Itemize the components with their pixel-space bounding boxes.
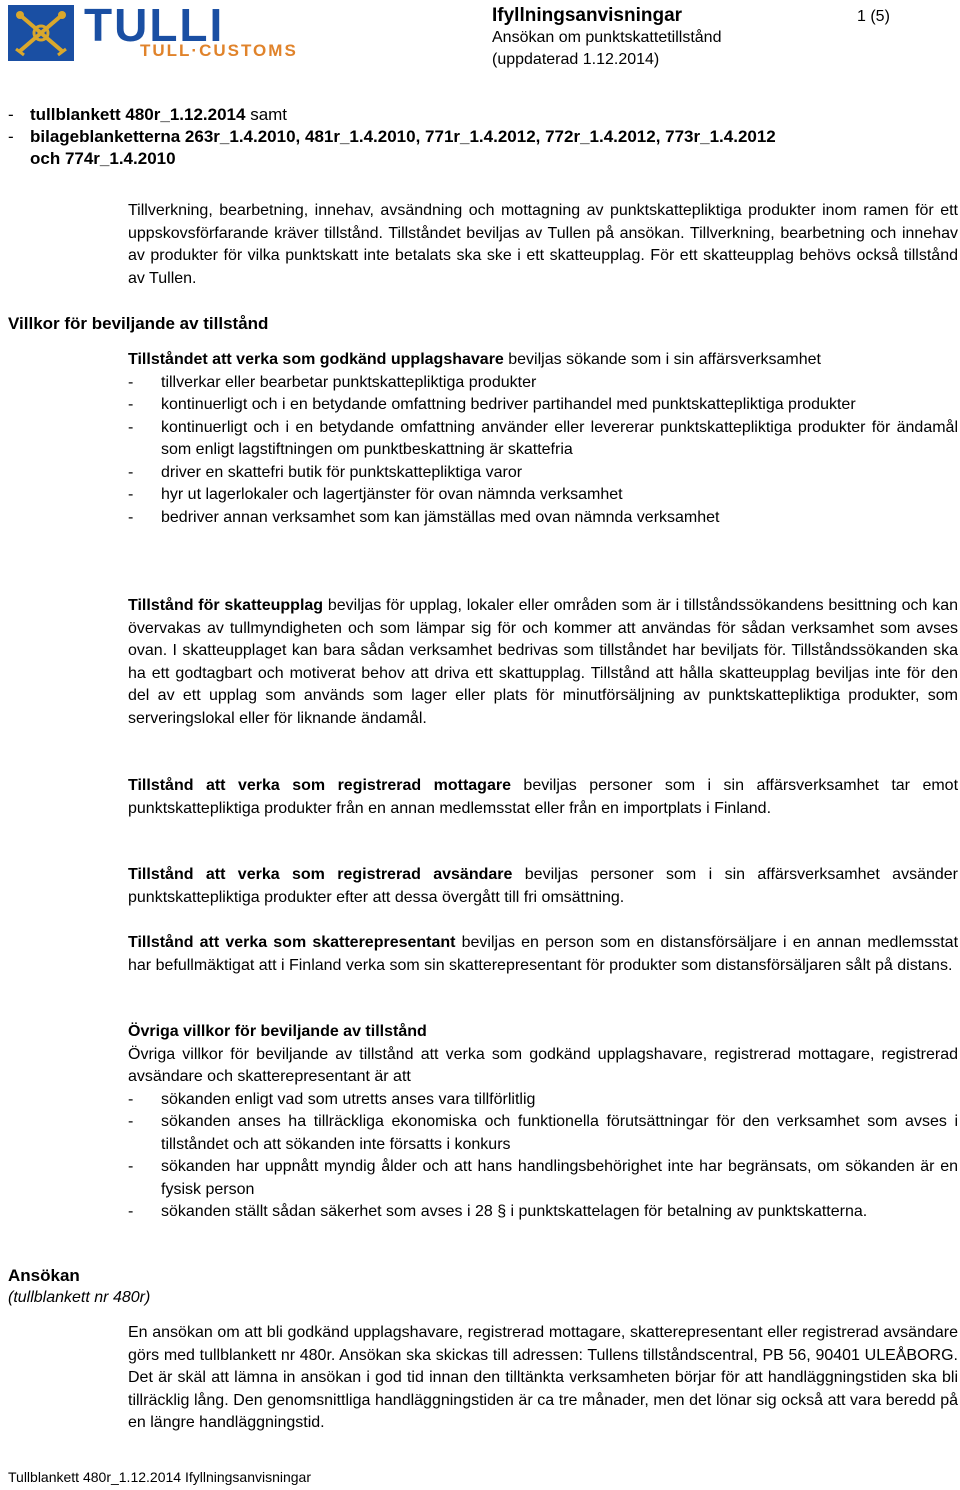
paragraph-registrerad-mottagare [128, 775, 958, 820]
page-footer: Tullblankett 480r_1.12.2014 Ifyllningsanvisningar [8, 1469, 312, 1485]
paragraph-lead: Tillstånd för skatteupplag [128, 597, 324, 614]
section-heading: Ansökan [8, 1266, 80, 1285]
list-text: tillverkar eller bearbetar punktskattepliktiga produkter [161, 373, 537, 391]
list-item: - sökanden anses ha tillräckliga ekonomiska och funktionella förutsättningar för den verksamhet som avses i tillståndet och att sökanden inte försatts i konkurs [128, 1111, 958, 1156]
form-ref-continued: och 774r_1.4.2010 [30, 149, 176, 168]
paragraph-ovriga-villkor [128, 1021, 958, 1224]
paragraph-text: Övriga villkor för beviljande av tillstånd att verka som godkänd upplagshavare, registrerad mottagare, registrerad avsändare och skatterepresentant är att [128, 1045, 958, 1085]
list-item: - bedriver annan verksamhet som kan jämställas med ovan nämnda verksamhet [128, 507, 958, 530]
list-item: - sökanden enligt vad som utretts anses vara tillförlitlig [128, 1089, 958, 1112]
list-item: - hyr ut lagerlokaler och lagertjänster för ovan nämnda verksamhet [128, 484, 958, 507]
list-text: sökanden enligt vad som utretts anses vara tillförlitlig [161, 1090, 536, 1108]
condition-list [128, 1089, 958, 1224]
list-text: kontinuerligt och i en betydande omfattning bedriver partihandel med punktskattepliktiga produkter [161, 396, 856, 413]
list-text: kontinuerligt och i en betydande omfattning använder eller levererar punktskattepliktiga produkter för ändamål som enligt lagstiftningen om punktbeskattning är skattefria [161, 418, 958, 458]
tulli-logo [8, 0, 308, 63]
crest-icon [8, 5, 74, 61]
paragraph-text: beviljas sökande som i sin affärsverksamhet [503, 351, 821, 368]
document-title: Ifyllningsanvisningar [492, 5, 683, 26]
list-item: - driver en skattefri butik för punktskattepliktiga varor [128, 462, 958, 485]
paragraph-lead: Tillstånd att verka som registrerad avsändare [128, 866, 513, 883]
list-text: hyr ut lagerlokaler och lagertjänster för ovan nämnda verksamhet [161, 486, 623, 503]
list-item: - sökanden har uppnått myndig ålder och att hans handlingsbehörighet inte har begränsats, om sökanden är en fysisk person [128, 1156, 958, 1201]
list-item [8, 126, 948, 148]
document-subtitle: Ansökan om punktskattetillstånd [492, 29, 722, 46]
paragraph-ansokan: En ansökan om att bli godkänd upplagshavare, registrerad mottagare, skatterepresentant eller registrerad avsändare görs med tullblankett nr 480r. Ansökan ska skickas till adressen: Tullens tillståndscentral, PB 56, 90401 ULEÅBORG. Det är skäl att lämna in ansökan i god tid innan den tilltänkta verksamheten börjar för att handläggningstiden ska bli tillräcklig lång. Den genomsnittliga handläggningstiden är ca tre månader, men det lönar sig också att vara beredd på en längre handläggningstid. [128, 1324, 958, 1431]
list-item: - tillverkar eller bearbetar punktskattepliktiga produkter [128, 372, 958, 395]
page-number: 1 (5) [857, 8, 890, 25]
logo-main-text: TULLI [84, 0, 225, 51]
section-heading: Villkor för beviljande av tillstånd [8, 314, 269, 333]
paragraph-registrerad-avsandare [128, 864, 958, 909]
logo-sub-text: TULL·CUSTOMS [140, 41, 298, 60]
paragraph-text: beviljas personer som i sin affärsverksamhet tar emot punktskattepliktiga produkter från en annan medlemsstat eller från en importplats i Finland. [128, 777, 959, 817]
list-item: - kontinuerligt och i en betydande omfattning bedriver partihandel med punktskattepliktiga produkter [128, 394, 958, 417]
list-text: sökanden anses ha tillräckliga ekonomiska och funktionella förutsättningar för den verksamhet som avses i tillståndet och att sökanden inte försatts i konkurs [161, 1113, 958, 1153]
list-item: - kontinuerligt och i en betydande omfattning använder eller levererar punktskattepliktiga produkter för ändamål som enligt lagstiftningen om punktbeskattning är skattefria [128, 417, 958, 462]
paragraph-skatterepresentant [128, 932, 958, 977]
list-item: - sökanden ställt sådan säkerhet som avses i 28 § i punktskattelagen för betalning av punktskatterna. [128, 1201, 958, 1224]
subsection-heading: Övriga villkor för beviljande av tillstånd [128, 1023, 427, 1040]
paragraph-lead: Tillstånd att verka som skatterepresentant [128, 934, 456, 951]
condition-list [128, 372, 958, 530]
list-item [8, 104, 948, 126]
paragraph-skatteupplag [128, 595, 958, 730]
list-text: sökanden ställt sådan säkerhet som avses i 28 § i punktskattelagen för betalning av punktskatterna. [161, 1203, 868, 1220]
paragraph-lead: Tillstånd att verka som registrerad mottagare [128, 777, 511, 794]
paragraph-text: beviljas en person som en distansförsäljare i en annan medlemsstat har befullmäktigat att i Finland verka som sin skatterepresentant för produkter som distansförsäljaren sålt på distans. [128, 934, 959, 974]
list-dash: - [8, 127, 14, 146]
paragraph-upplagshavare [128, 349, 958, 529]
list-text: driver en skattefri butik för punktskattepliktiga varor [161, 463, 523, 481]
section-subheading: (tullblankett nr 480r) [8, 1289, 151, 1306]
list-text: bedriver annan verksamhet som kan jämställas med ovan nämnda verksamhet [161, 508, 720, 526]
updated-date: (uppdaterad 1.12.2014) [492, 51, 660, 68]
form-list [8, 104, 948, 170]
intro-paragraph: Tillverkning, bearbetning, innehav, avsändning och mottagning av punktskattepliktiga produkter inom ramen för ett uppskovsförfarande kräver tillstånd. Tillståndet beviljas av Tullen på ansökan. Tillverkning, bearbetning och innehav av produkter för vilka punktskatt inte betalats ska ske i ett skatteupplag. För ett skatteupplag behövs också tillstånd av Tullen. [128, 202, 958, 287]
list-dash: - [8, 105, 14, 124]
paragraph-text: beviljas för upplag, lokaler eller områden som är i tillståndssökandens besittning och kan övervakas av tullmyndigheten och som lämpar sig för och kommer att användas för sådan verksamhet som avses ovan. I skatteupplaget kan bara sådan verksamhet bedrivas som tillståndet har beviljats för. Tillståndssökanden ska ha ett godtagbart och motiverat behov att driva ett skattupplag. Tillstånd att hålla skatteupplag beviljas inte för den del av ett upplag som används som lager eller plats för minutförsäljning av punktskattepliktiga produkter, som serveringslokal eller för liknande ändamål. [128, 597, 959, 727]
form-ref: tullblankett 480r_1.12.2014 [30, 105, 246, 124]
paragraph-text: beviljas personer som i sin affärsverksamhet avsänder punktskattepliktiga produkter efter att dessa övergått till fri omsättning. [128, 866, 959, 906]
form-ref: bilageblanketterna 263r_1.4.2010, 481r_1.4.2010, 771r_1.4.2012, 772r_1.4.2012, 773r_1.4.2012 [30, 127, 776, 146]
paragraph-lead: Tillståndet att verka som godkänd upplagshavare [128, 351, 504, 368]
list-text: samt [245, 105, 288, 124]
list-text: sökanden har uppnått myndig ålder och att hans handlingsbehörighet inte har begränsats, om sökanden är en fysisk person [161, 1158, 958, 1198]
